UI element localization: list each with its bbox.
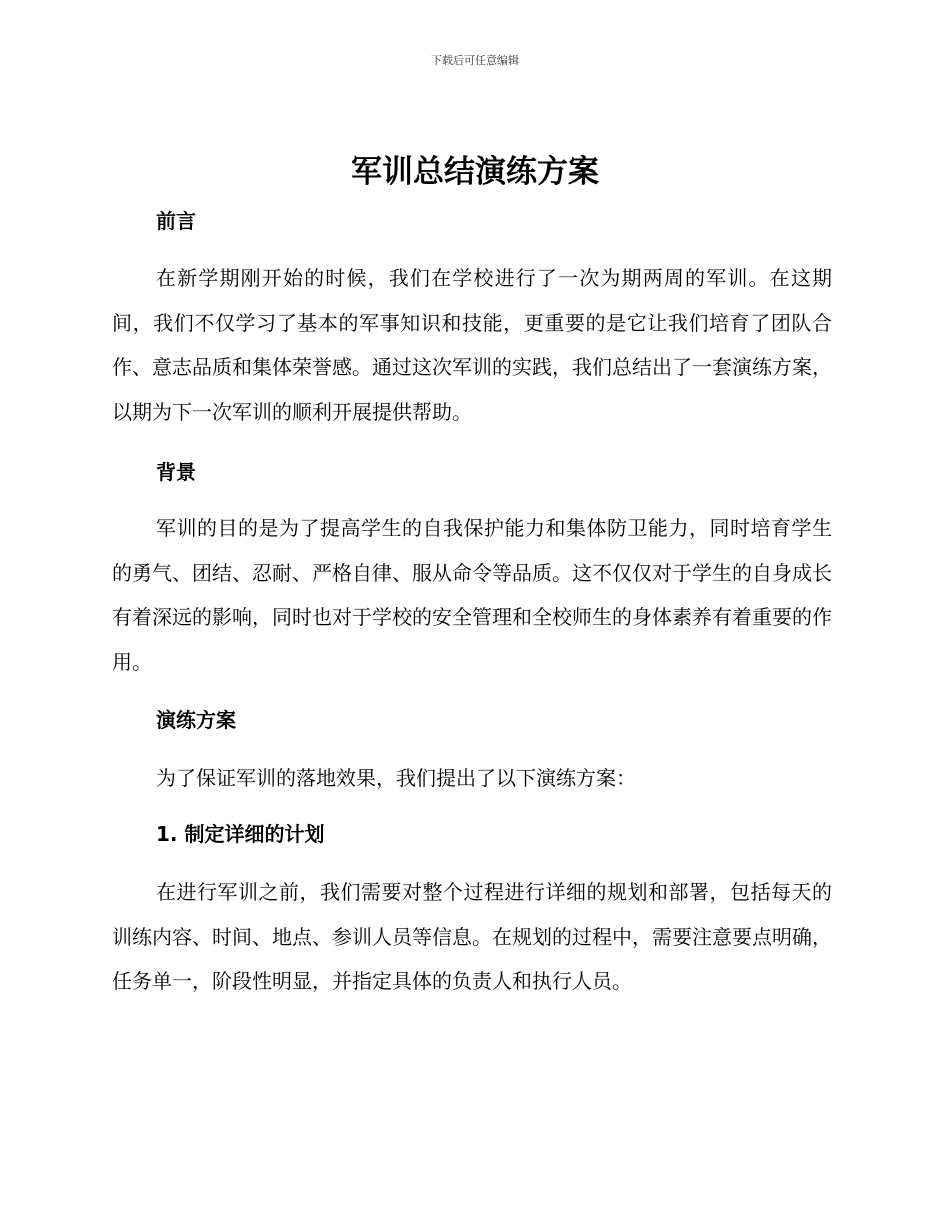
page-header-note: 下载后可任意编辑 — [431, 54, 519, 67]
section-paragraph-detailed-plan: 在进行军训之前，我们需要对整个过程进行详细的规划和部署，包括每天的训练内容、时间、地点、参训人员等信息。在规划的过程中，需要注意要点明确，任务单一，阶段性明显，并指定具体的负责人和执行人员。 — [112, 880, 832, 993]
section-paragraph-background: 军训的目的是为了提高学生的自我保护能力和集体防卫能力，同时培育学生的勇气、团结、忍耐、严格自律、服从命令等品质。这不仅仅对于学生的自身成长有着深远的影响，同时也对于学校的安全管理和全校师生的身体素养有着重要的作用。 — [112, 516, 832, 674]
section-paragraph-preface: 在新学期刚开始的时候，我们在学校进行了一次为期两周的军训。在这期间，我们不仅学习了基本的军事知识和技能，更重要的是它让我们培育了团队合作、意志品质和集体荣誉感。通过这次军训的实践，我们总结出了一套演练方案，以期为下一次军训的顺利开展提供帮助。 — [112, 266, 832, 424]
section-heading-preface: 前言 — [156, 209, 196, 233]
section-heading-detailed-plan: 1. 制定详细的计划 — [156, 822, 325, 846]
document-title: 军训总结演练方案 — [351, 154, 599, 190]
section-heading-drill-plan: 演练方案 — [156, 708, 236, 732]
section-heading-background: 背景 — [156, 460, 196, 484]
document-body — [112, 0, 832, 1230]
section-paragraph-drill-plan: 为了保证军训的落地效果，我们提出了以下演练方案： — [156, 766, 636, 790]
